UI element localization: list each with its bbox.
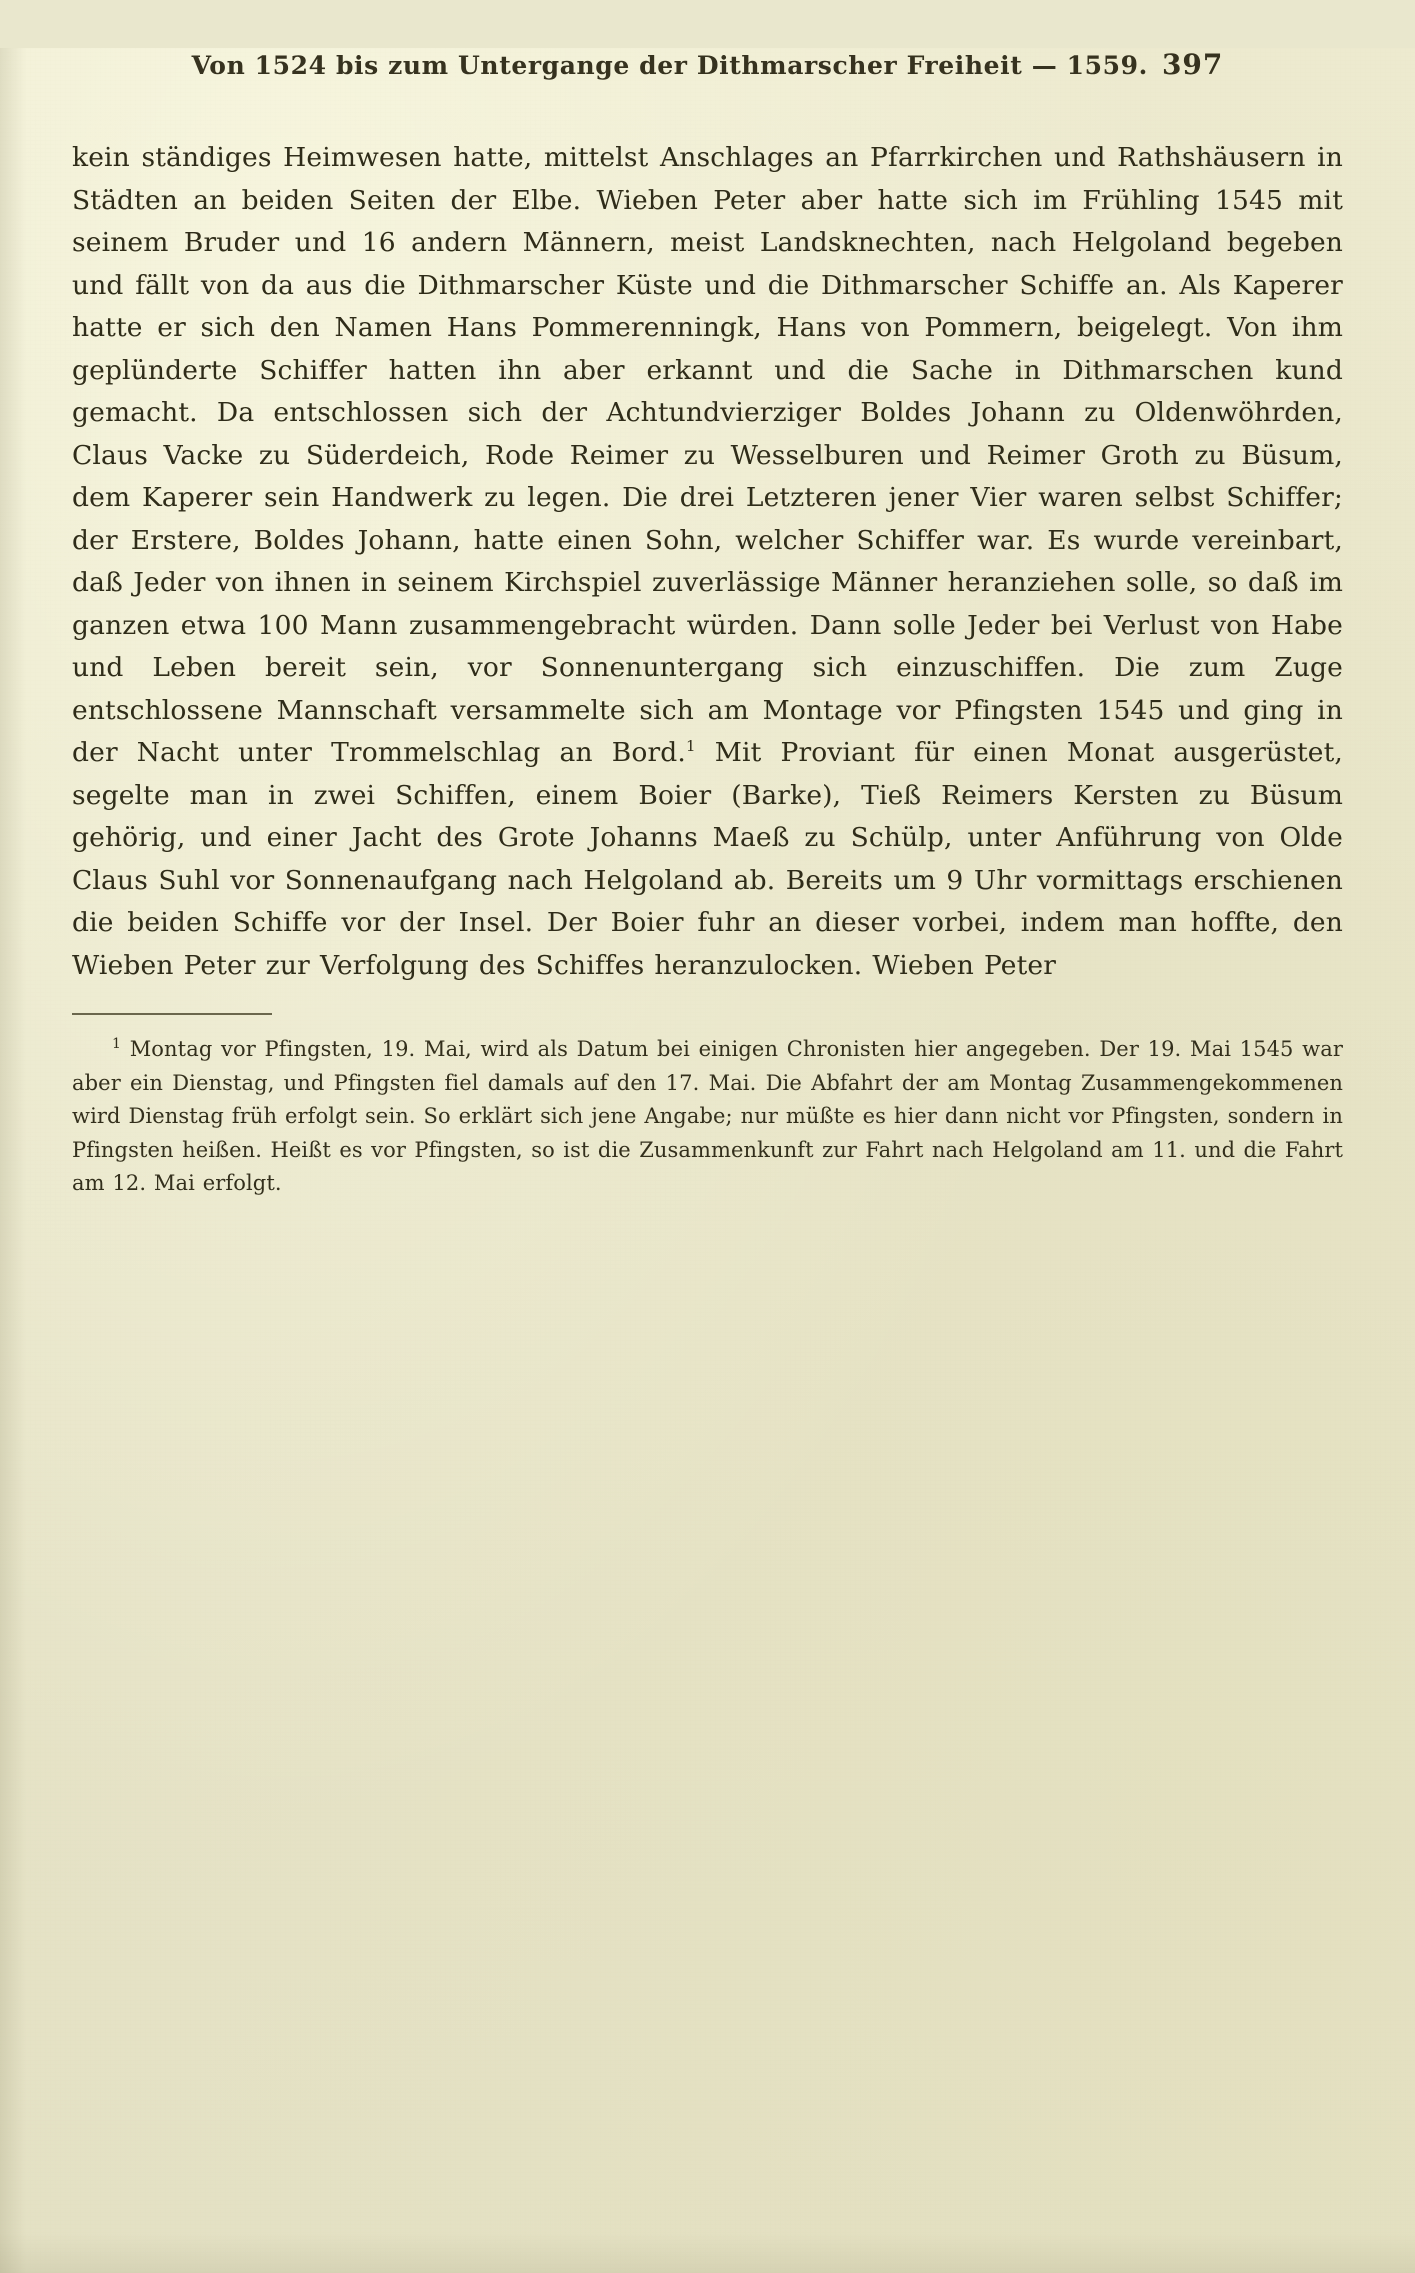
running-head-title: Von 1524 bis zum Untergange der Dithmarscher Freiheit — 1559. xyxy=(191,51,1148,80)
footnote-separator-rule xyxy=(72,1013,272,1015)
scanned-book-page xyxy=(0,48,1415,2273)
body-text-block xyxy=(72,137,1343,987)
main-paragraph xyxy=(72,137,1343,987)
running-head xyxy=(72,48,1343,81)
footnote-block xyxy=(72,1033,1343,1201)
page-number: 397 xyxy=(1161,48,1224,81)
footnote-text xyxy=(72,1033,1343,1201)
main-paragraph-part-1: kein ständiges Heimwesen hatte, mittelst Anschlages an Pfarrkirchen und Rathshäusern in Städten an beiden Seiten der Elbe. Wieben Peter aber hatte sich im Frühling 1545 mit seinem Bruder und 16 andern Männern, meist Landsknechten, nach Helgoland begeben und fällt von da aus die Dithmarscher Küste und die Dithmarscher Schiffe an. Als Kaperer hatte er sich den Namen Hans Pommerenningk, Hans von Pommern, beigelegt. Von ihm geplünderte Schiffer hatten ihn aber erkannt und die Sache in Dithmarschen kund gemacht. Da entschlossen sich der Achtundvierziger Boldes Johann zu Oldenwöhrden, Claus Vacke zu Süderdeich, Rode Reimer zu Wesselburen und Reimer Groth zu Büsum, dem Kaperer sein Handwerk zu legen. Die drei Letzteren jener Vier waren selbst Schiffer; der Erstere, Boldes Johann, hatte einen Sohn, welcher Schiffer war. Es wurde vereinbart, daß Jeder von ihnen in seinem Kirchspiel zuverlässige Männer heranziehen solle, so daß im ganzen etwa 100 Mann zusammengebracht würden. Dann solle Jeder bei Verlust von Habe und Leben bereit sein, vor Sonnenuntergang sich einzuschiffen. Die zum Zuge entschlossene Mannschaft versammelte sich am Montage vor Pfingsten 1545 und ging in der Nacht unter Trommelschlag an Bord. xyxy=(72,142,1343,768)
page-content xyxy=(0,48,1415,1201)
footnote-body: Montag vor Pfingsten, 19. Mai, wird als Datum bei einigen Chronisten hier angegeben. Der 19. Mai 1545 war aber ein Dienstag, und Pfingsten fiel damals auf den 17. Mai. Die Abfahrt der am Montag Zusammengekommenen wird Dienstag früh erfolgt sein. So erklärt sich jene Angabe; nur müßte es hier dann nicht vor Pfingsten, sondern in Pfingsten heißen. Heißt es vor Pfingsten, so ist die Zusammenkunft zur Fahrt nach Helgoland am 11. und die Fahrt am 12. Mai erfolgt. xyxy=(72,1037,1344,1195)
page-bottom-edge-shadow xyxy=(0,2233,1415,2273)
footnote-number: 1 xyxy=(112,1036,122,1052)
footnote-reference-marker: 1 xyxy=(685,737,696,756)
main-paragraph-part-2: Mit Proviant für einen Monat ausgerüstet, segelte man in zwei Schiffen, einem Boier (Barke), Tieß Reimers Kersten zu Büsum gehörig, und einer Jacht des Grote Johanns Maeß zu Schülp, unter Anführung von Olde Claus Suhl vor Sonnenaufgang nach Helgoland ab. Bereits um 9 Uhr vormittags erschienen die beiden Schiffe vor der Insel. Der Boier fuhr an dieser vorbei, indem man hoffte, den Wieben Peter zur Verfolgung des Schiffes heranzulocken. Wieben Peter xyxy=(72,737,1343,981)
